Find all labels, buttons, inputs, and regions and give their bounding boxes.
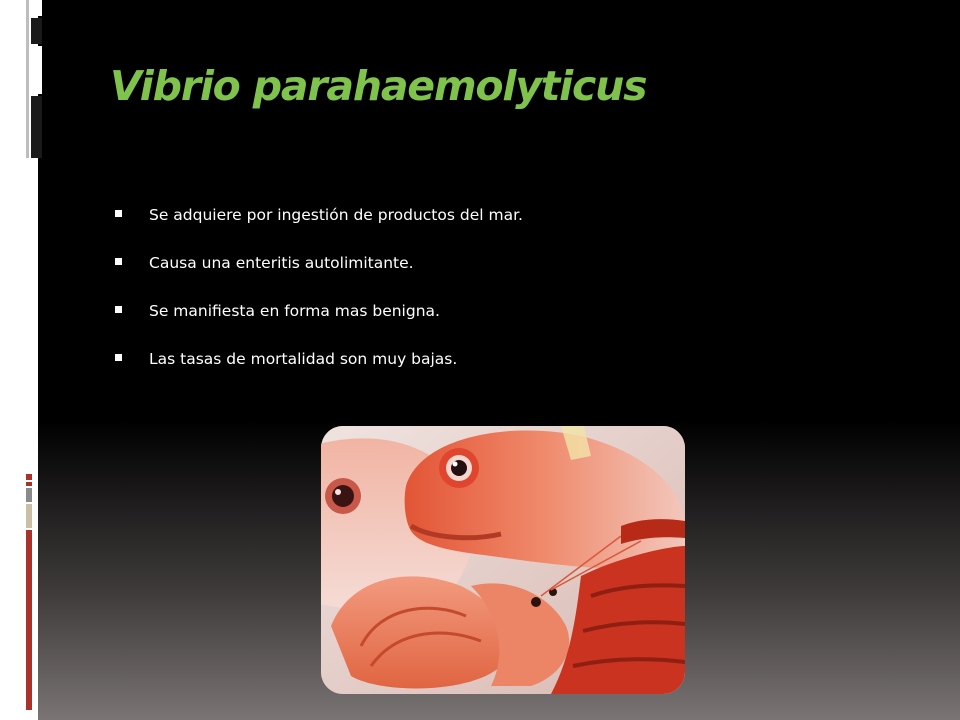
bottom-decorative-bars xyxy=(26,474,38,720)
bullet-text: Se adquiere por ingestión de productos del mar. xyxy=(149,206,523,224)
square-bullet-icon xyxy=(115,210,122,217)
seafood-photo xyxy=(321,426,685,694)
square-bullet-icon xyxy=(115,258,122,265)
bullet-text: Se manifiesta en forma mas benigna. xyxy=(149,302,440,320)
square-bullet-icon xyxy=(115,354,122,361)
slide-title: Vibrio parahaemolyticus xyxy=(110,62,647,110)
top-decorative-bars xyxy=(26,0,42,158)
bullet-text: Las tasas de mortalidad son muy bajas. xyxy=(149,350,458,368)
square-bullet-icon xyxy=(115,306,122,313)
bullet-text: Causa una enteritis autolimitante. xyxy=(149,254,414,272)
